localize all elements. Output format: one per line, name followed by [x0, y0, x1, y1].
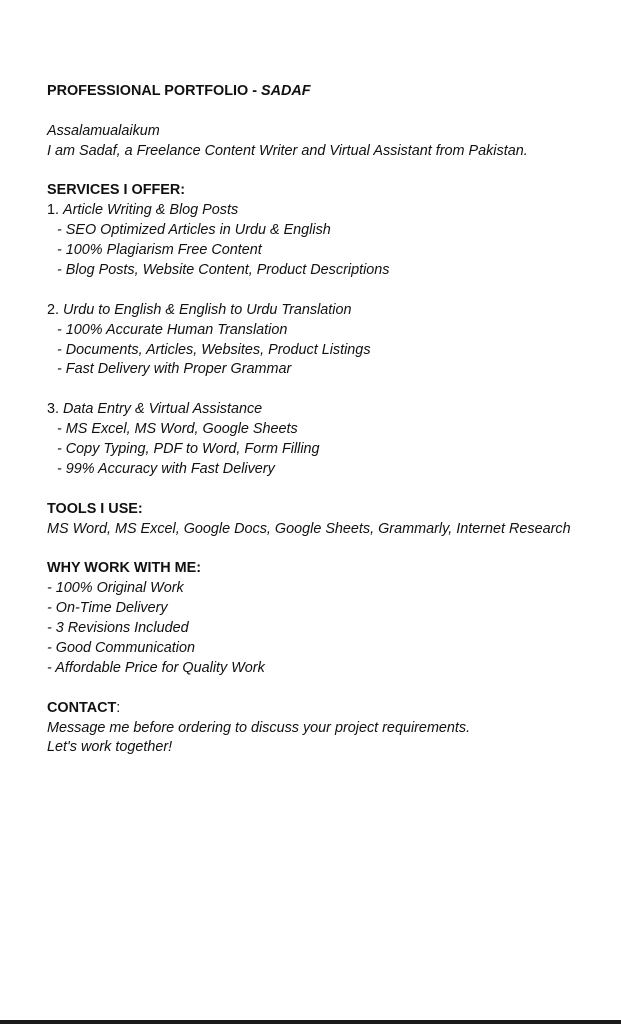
why-point: - 3 Revisions Included: [47, 620, 189, 637]
service-point: - SEO Optimized Articles in Urdu & English: [57, 222, 331, 239]
why-heading: WHY WORK WITH ME:: [47, 560, 202, 577]
title-prefix: PROFESSIONAL PORTFOLIO -: [47, 83, 262, 99]
why-point: - On-Time Delivery: [47, 600, 168, 617]
spacer: [47, 539, 617, 559]
service-name: Article Writing & Blog Posts: [63, 202, 239, 219]
service-title: [47, 301, 617, 321]
services-heading: SERVICES I OFFER:: [47, 182, 186, 199]
spacer: [47, 480, 617, 500]
page-title: [47, 82, 617, 102]
service-number: 2.: [47, 301, 60, 318]
spacer: [47, 102, 617, 122]
contact-heading-line: [47, 699, 617, 719]
contact-closing: Let's work together!: [47, 739, 173, 756]
tools-heading: TOOLS I USE:: [47, 500, 143, 517]
intro-statement: I am Sadaf, a Freelance Content Writer and Virtual Assistant from Pakistan.: [47, 142, 528, 159]
service-point: - Fast Delivery with Proper Grammar: [57, 361, 292, 378]
service-number: 3.: [47, 401, 60, 418]
service-title: [47, 400, 617, 420]
contact-heading: CONTACT: [47, 699, 117, 716]
bottom-divider: [0, 1020, 621, 1024]
spacer: [47, 162, 617, 182]
title-name: SADAF: [261, 83, 311, 99]
why-point: - Affordable Price for Quality Work: [47, 659, 265, 676]
service-point: - 99% Accuracy with Fast Delivery: [57, 460, 275, 477]
service-point: - Copy Typing, PDF to Word, Form Filling: [57, 441, 320, 458]
portfolio-content: [47, 82, 617, 758]
greeting: Assalamualaikum: [47, 122, 160, 139]
service-title: [47, 201, 617, 221]
contact-heading-colon: :: [116, 699, 121, 716]
service-point: - Documents, Articles, Websites, Product Listings: [57, 341, 371, 358]
tools-list: MS Word, MS Excel, Google Docs, Google Sheets, Grammarly, Internet Research: [47, 520, 571, 537]
service-point: - Blog Posts, Website Content, Product Descriptions: [57, 262, 390, 279]
spacer: [47, 281, 617, 301]
service-name: Data Entry & Virtual Assistance: [63, 401, 263, 418]
spacer: [47, 380, 617, 400]
service-name: Urdu to English & English to Urdu Translation: [63, 301, 352, 318]
why-point: - Good Communication: [47, 639, 195, 656]
service-number: 1.: [47, 202, 60, 219]
service-point: - MS Excel, MS Word, Google Sheets: [57, 421, 298, 438]
service-point: - 100% Accurate Human Translation: [57, 321, 288, 338]
why-point: - 100% Original Work: [47, 580, 184, 597]
spacer: [47, 679, 617, 699]
contact-message: Message me before ordering to discuss your project requirements.: [47, 719, 471, 736]
service-point: - 100% Plagiarism Free Content: [57, 242, 262, 259]
